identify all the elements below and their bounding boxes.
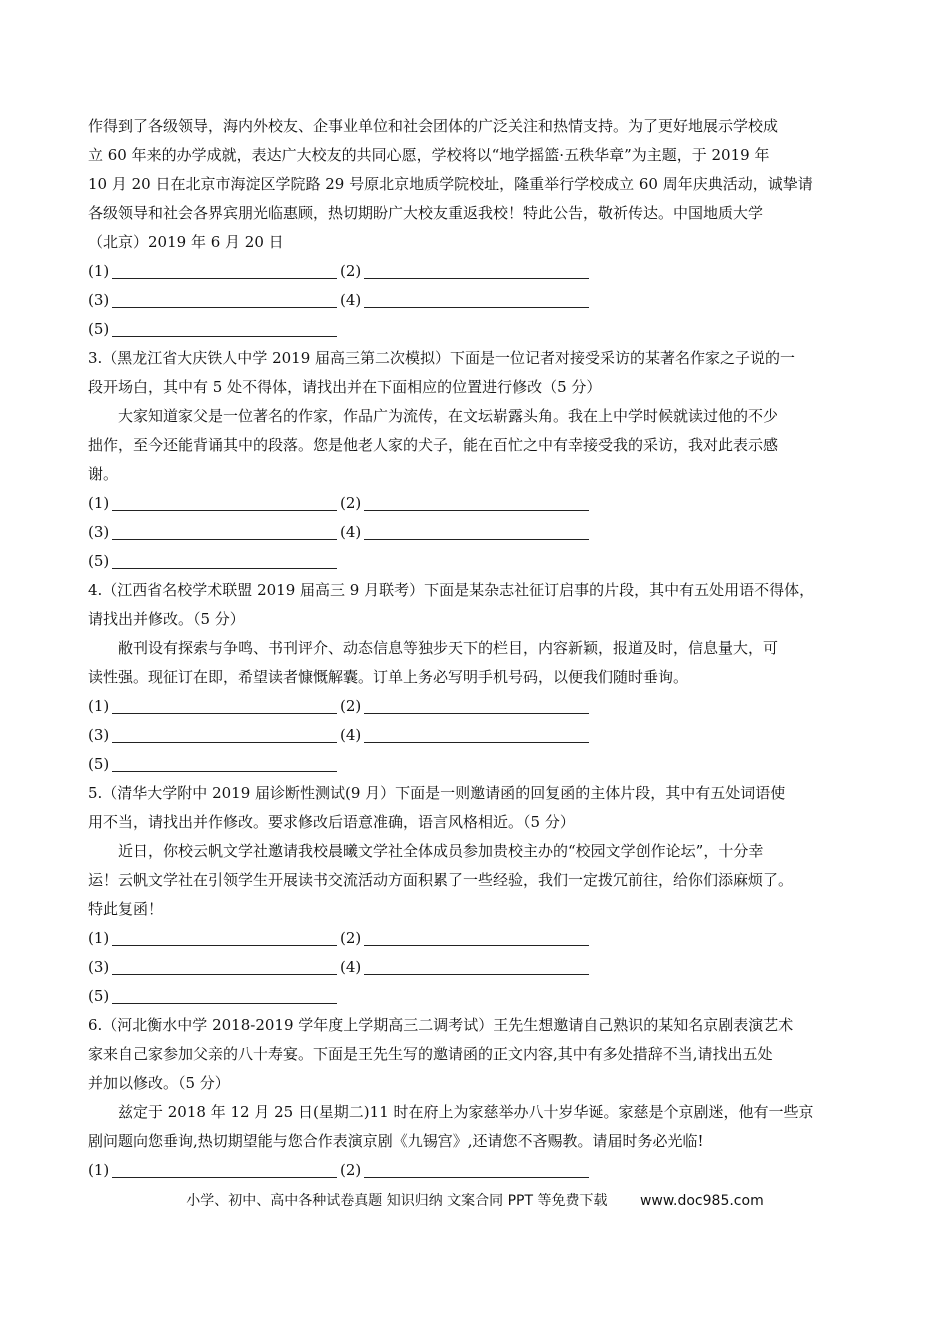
question-prompt: 段开场白，其中有 5 处不得体，请找出并在下面相应的位置进行修改（5 分） [88, 378, 602, 396]
blank-label: (4) [340, 523, 362, 541]
blank-label: (1) [88, 929, 110, 947]
answer-line [112, 713, 337, 714]
answer-blanks [88, 257, 878, 344]
blank-label: (4) [340, 291, 362, 309]
question-passage: 拙作，至今还能背诵其中的段落。您是他老人家的犬子，能在百忙之中有幸接受我的采访，我对此表示感 [88, 436, 779, 454]
answer-line [364, 539, 589, 540]
blank-label: (3) [88, 726, 110, 744]
blank-label: (1) [88, 697, 110, 715]
answer-line [364, 278, 589, 279]
answer-line [364, 1177, 589, 1178]
answer-line [364, 713, 589, 714]
answer-line [112, 336, 337, 337]
answer-line [112, 771, 337, 772]
answer-line [112, 307, 337, 308]
question-prompt: 并加以修改。（5 分） [88, 1074, 230, 1092]
question-4 [88, 576, 878, 779]
intro-line: 立 60 年来的办学成就，表达广大校友的共同心愿，学校将以“地学摇篮·五秩华章”为主题，于 2019 年 [88, 146, 770, 164]
footer-text: 小学、初中、高中各种试卷真题 知识归纳 文案合同 PPT 等免费下载 [186, 1193, 608, 1209]
answer-line [112, 539, 337, 540]
question-passage: 兹定于 2018 年 12 月 25 日(星期二)11 时在府上为家慈举办八十岁华诞。家慈是个京剧迷，他有一些京 [118, 1103, 814, 1121]
question-5 [88, 779, 878, 1011]
question-prompt: 家来自己家参加父亲的八十寿宴。下面是王先生写的邀请函的正文内容,其中有多处措辞不当,请找出五处 [88, 1045, 773, 1063]
answer-line [112, 1003, 337, 1004]
answer-line [112, 974, 337, 975]
question-prompt: 用不当，请找出并作修改。要求修改后语意准确，语言风格相近。（5 分） [88, 813, 575, 831]
answer-line [112, 742, 337, 743]
blank-label: (1) [88, 262, 110, 280]
blank-label: (5) [88, 987, 110, 1005]
page-footer [0, 1190, 950, 1210]
blank-label: (2) [340, 262, 362, 280]
blank-label: (4) [340, 726, 362, 744]
blank-label: (2) [340, 929, 362, 947]
intro-passage [88, 112, 878, 257]
document-body [88, 112, 878, 1185]
blank-label: (2) [340, 494, 362, 512]
blank-label: (2) [340, 697, 362, 715]
question-passage: 剧问题向您垂询,热切期望能与您合作表演京剧《九锡宫》,还请您不吝赐教。请届时务必光临! [88, 1132, 704, 1150]
intro-line: 作得到了各级领导，海内外校友、企事业单位和社会团体的广泛关注和热情支持。为了更好地展示学校成 [88, 117, 779, 135]
question-prompt: 5.（清华大学附中 2019 届诊断性测试(9 月）下面是一则邀请函的回复函的主体片段，其中有五处词语使 [88, 784, 786, 802]
answer-line [364, 307, 589, 308]
answer-line [112, 945, 337, 946]
question-passage: 大家知道家父是一位著名的作家，作品广为流传，在文坛崭露头角。我在上中学时候就读过他的不少 [118, 407, 779, 425]
blank-label: (3) [88, 291, 110, 309]
blank-label: (5) [88, 755, 110, 773]
answer-line [364, 510, 589, 511]
question-passage: 近日，你校云帆文学社邀请我校晨曦文学社全体成员参加贵校主办的“校园文学创作论坛”，十分幸 [118, 842, 764, 860]
question-passage: 谢。 [88, 465, 119, 483]
question-passage: 敝刊设有探索与争鸣、书刊评介、动态信息等独步天下的栏目，内容新颖，报道及时，信息量大，可 [118, 639, 779, 657]
question-3 [88, 344, 878, 576]
answer-line [112, 510, 337, 511]
question-passage: 读性强。现征订在即，希望读者慷慨解囊。订单上务必写明手机号码，以便我们随时垂询。 [88, 668, 689, 686]
question-passage: 运！云帆文学社在引领学生开展读书交流活动方面积累了一些经验，我们一定拨冗前往，给你们添麻烦了。 [88, 871, 794, 889]
question-prompt: 4.（江西省名校学术联盟 2019 届高三 9 月联考）下面是某杂志社征订启事的片段，其中有五处用语不得体， [88, 581, 815, 599]
intro-line: （北京）2019 年 6 月 20 日 [88, 233, 284, 251]
blank-label: (2) [340, 1161, 362, 1179]
intro-line: 各级领导和社会各界宾朋光临惠顾，热切期盼广大校友重返我校！特此公告，敬祈传达。中国地质大学 [88, 204, 764, 222]
answer-line [364, 974, 589, 975]
question-prompt: 6.（河北衡水中学 2018-2019 学年度上学期高三二调考试）王先生想邀请自己熟识的某知名京剧表演艺术 [88, 1016, 794, 1034]
question-passage: 特此复函！ [88, 900, 164, 918]
question-prompt: 请找出并修改。（5 分） [88, 610, 245, 628]
answer-line [364, 742, 589, 743]
question-6 [88, 1011, 878, 1185]
blank-label: (5) [88, 320, 110, 338]
intro-line: 10 月 20 日在北京市海淀区学院路 29 号原北京地质学院校址，隆重举行学校成立 60 周年庆典活动，诚挚请 [88, 175, 813, 193]
footer-site-link[interactable]: www.doc985.com [639, 1193, 764, 1209]
blank-label: (1) [88, 494, 110, 512]
answer-line [364, 945, 589, 946]
blank-label: (1) [88, 1161, 110, 1179]
answer-line [112, 568, 337, 569]
question-prompt: 3.（黑龙江省大庆铁人中学 2019 届高三第二次模拟）下面是一位记者对接受采访的某著名作家之子说的一 [88, 349, 796, 367]
blank-label: (3) [88, 958, 110, 976]
answer-line [112, 1177, 337, 1178]
blank-label: (5) [88, 552, 110, 570]
blank-label: (4) [340, 958, 362, 976]
blank-label: (3) [88, 523, 110, 541]
answer-line [112, 278, 337, 279]
